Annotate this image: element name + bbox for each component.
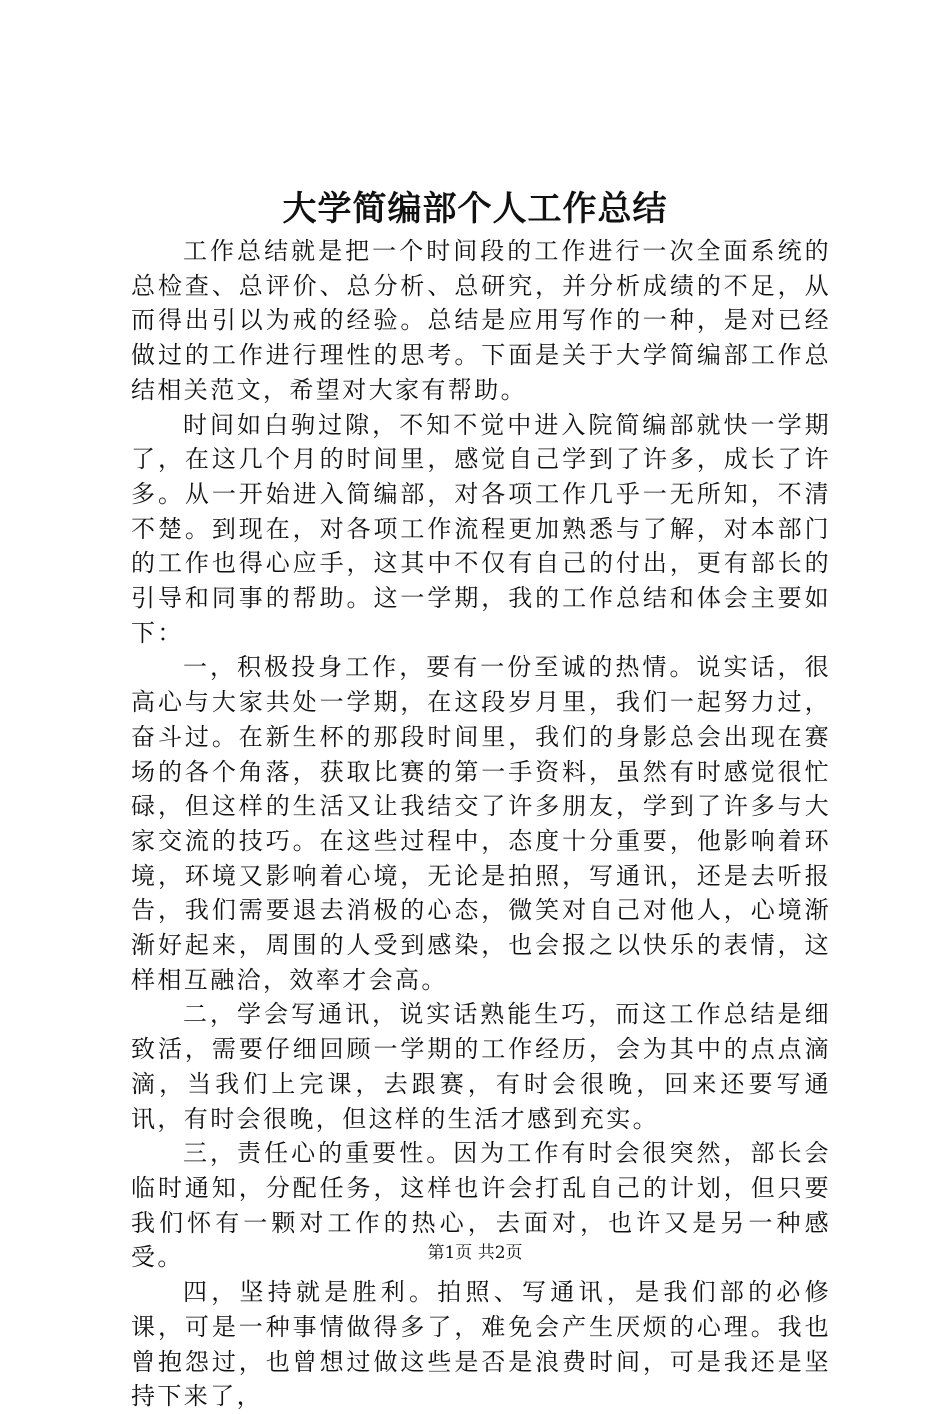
page-number-footer: 第1页 共2页 xyxy=(427,1243,523,1263)
paragraph-overview: 时间如白驹过隙，不知不觉中进入院简编部就快一学期了，在这几个月的时间里，感觉自己学到了许多，成长了许多。从一开始进入简编部，对各项工作几乎一无所知，不清不楚。到现在，对各项工作流程更加熟悉与了解，对本部门的工作也得心应手，这其中不仅有自己的付出，更有部长的引导和同事的帮助。这一学期，我的工作总结和体会主要如下： xyxy=(131,410,831,647)
document-title: 大学简编部个人工作总结 xyxy=(282,189,668,229)
paragraph-point-one: 一，积极投身工作，要有一份至诚的热情。说实话，很高心与大家共处一学期，在这段岁月里，我们一起努力过，奋斗过。在新生杯的那段时间里，我们的身影总会出现在赛场的各个角落，获取比赛的第一手资料，虽然有时感觉很忙碌，但这样的生活又让我结交了许多朋友，学到了许多与大家交流的技巧。在这些过程中，态度十分重要，他影响着环境，环境又影响着心境，无论是拍照，写通讯，还是去听报告，我们需要退去消极的心态，微笑对自己对他人，心境渐渐好起来，周围的人受到感染，也会报之以快乐的表情，这样相互融洽，效率才会高。 xyxy=(131,653,831,994)
paragraph-point-three: 三，责任心的重要性。因为工作有时会很突然，部长会临时通知，分配任务，这样也许会打乱自己的计划，但只要我们怀有一颗对工作的热心，去面对，也许又是另一种感受。 xyxy=(131,1139,831,1272)
paragraph-intro: 工作总结就是把一个时间段的工作进行一次全面系统的总检查、总评价、总分析、总研究，并分析成绩的不足，从而得出引以为戒的经验。总结是应用写作的一种，是对已经做过的工作进行理性的思考。下面是关于大学简编部工作总结相关范文，希望对大家有帮助。 xyxy=(131,237,831,404)
paragraph-point-two: 二，学会写通讯，说实话熟能生巧，而这工作总结是细致活，需要仔细回顾一学期的工作经历，会为其中的点点滴滴，当我们上完课，去跟赛，有时会很晚，回来还要写通讯，有时会很晚，但这样的生活才感到充实。 xyxy=(131,1000,831,1133)
document-body xyxy=(131,234,831,1414)
paragraph-point-four: 四，坚持就是胜利。拍照、写通讯，是我们部的必修课，可是一种事情做得多了，难免会产生厌烦的心理。我也曾抱怨过，也曾想过做这些是否是浪费时间，可是我还是坚持下来了， xyxy=(131,1278,831,1411)
